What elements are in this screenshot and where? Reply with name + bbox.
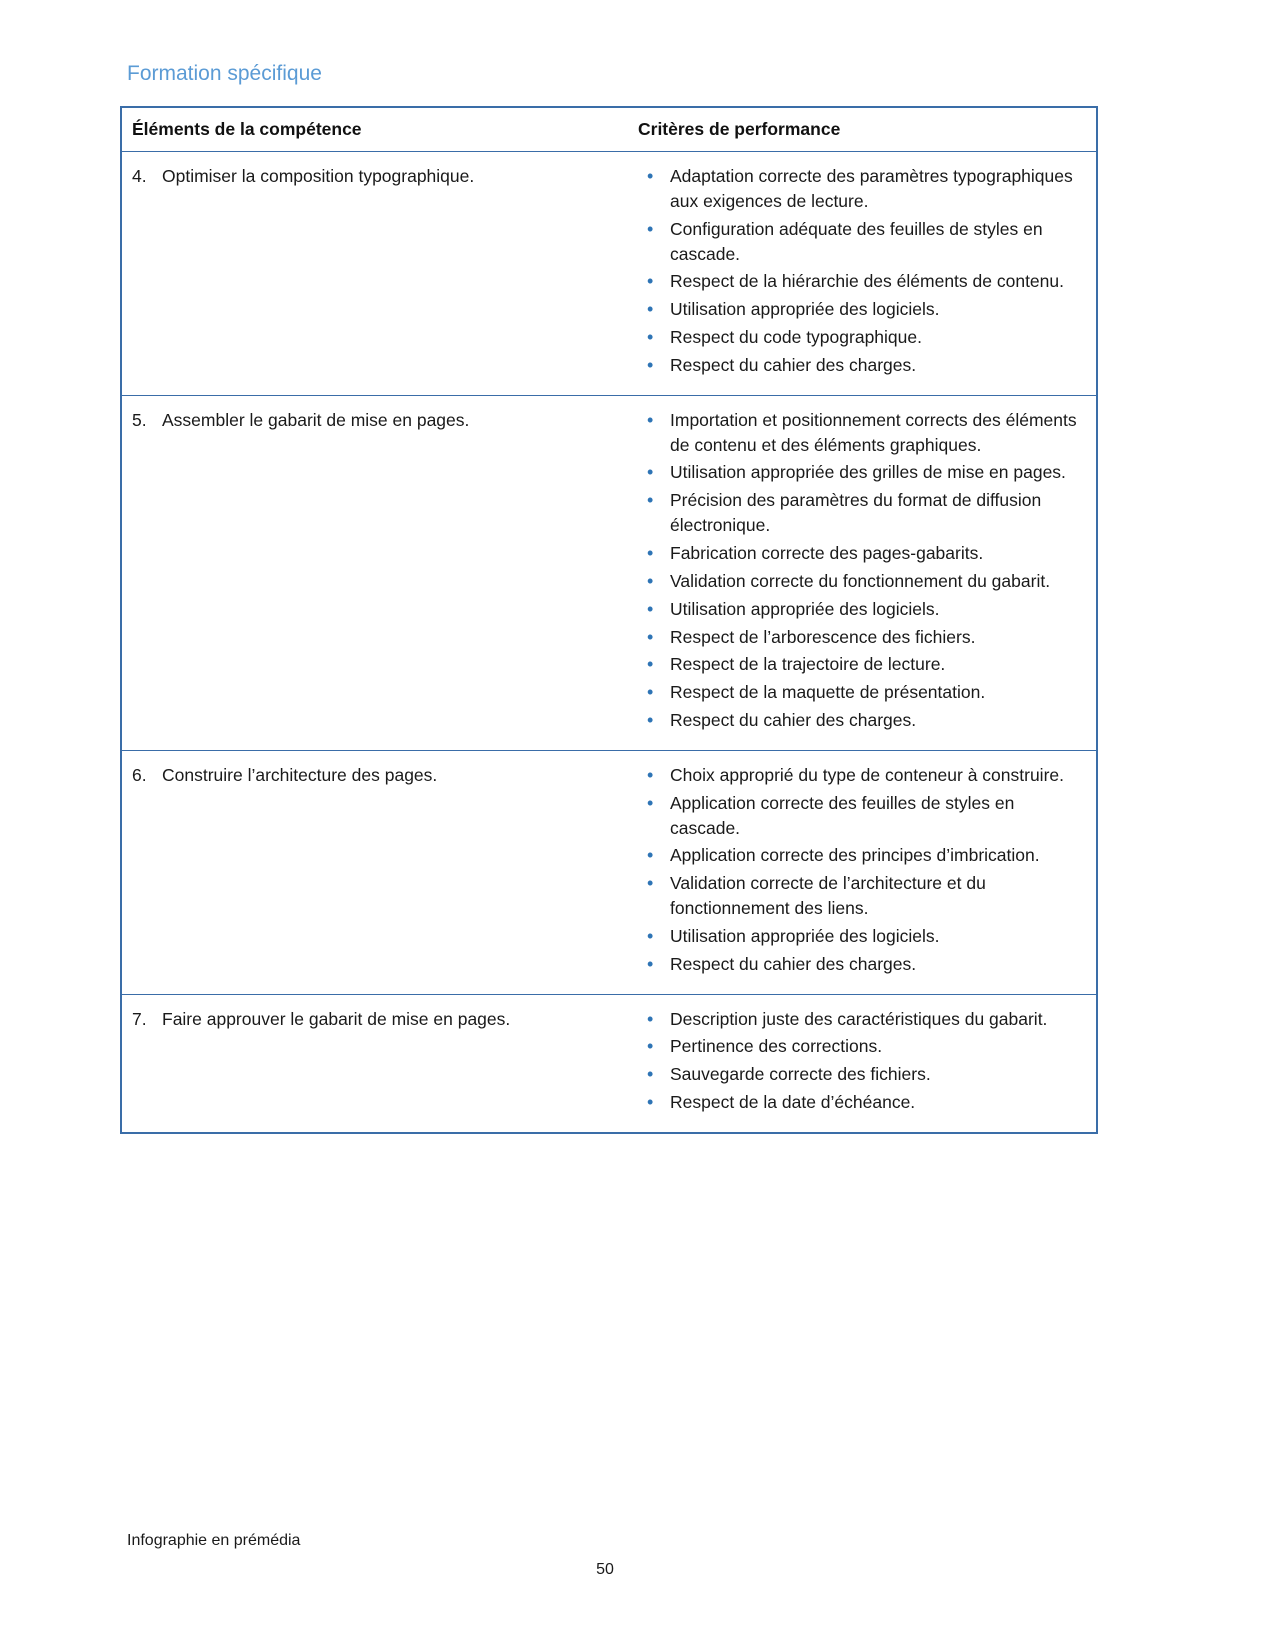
criteria-item: • Importation et positionnement corrects des éléments de contenu et des éléments graphiques. [638, 408, 1088, 458]
criteria-item: • Configuration adéquate des feuilles de styles en cascade. [638, 217, 1088, 267]
criteria-item: • Respect du cahier des charges. [638, 353, 1088, 378]
criteria-item: • Application correcte des principes d’imbrication. [638, 843, 1088, 868]
criteria-item: • Pertinence des corrections. [638, 1034, 1088, 1059]
element-label: Assembler le gabarit de mise en pages. [162, 409, 470, 430]
criteria-list [638, 763, 1088, 977]
element-number: 6. [132, 764, 147, 785]
element-label: Optimiser la composition typographique. [162, 166, 475, 186]
criteria-item: • Application correcte des feuilles de styles en cascade. [638, 791, 1088, 841]
table-header [121, 107, 1097, 152]
criteria-item: • Respect de la maquette de présentation. [638, 680, 1088, 705]
criteria-item: • Description juste des caractéristiques du gabarit. [638, 1007, 1088, 1032]
criteria-item: • Utilisation appropriée des grilles de mise en pages. [638, 460, 1088, 485]
criteria-item: • Validation correcte du fonctionnement du gabarit. [638, 569, 1088, 594]
criteria-item: • Respect du cahier des charges. [638, 708, 1088, 733]
criteria-cell [628, 152, 1097, 396]
header-elements: Éléments de la compétence [121, 107, 628, 152]
criteria-item: • Choix approprié du type de conteneur à construire. [638, 763, 1088, 788]
criteria-item: • Fabrication correcte des pages-gabarits. [638, 541, 1088, 566]
table-row [121, 152, 1097, 396]
element-cell [121, 750, 628, 994]
element-cell [121, 395, 628, 750]
table-row [121, 994, 1097, 1133]
criteria-item: • Utilisation appropriée des logiciels. [638, 297, 1088, 322]
criteria-item: • Validation correcte de l’architecture et du fonctionnement des liens. [638, 871, 1088, 921]
criteria-item: • Précision des paramètres du format de diffusion électronique. [638, 488, 1088, 538]
table-body [121, 152, 1097, 1134]
table-row [121, 750, 1097, 994]
criteria-list [638, 164, 1088, 378]
table-row [121, 395, 1097, 750]
section-title: Formation spécifique [127, 62, 322, 85]
element-cell [121, 994, 628, 1133]
element-number: 5. [132, 409, 147, 430]
element-cell [121, 152, 628, 396]
competence-table [120, 106, 1098, 1134]
criteria-cell [628, 994, 1097, 1133]
criteria-item: • Adaptation correcte des paramètres typographiques aux exigences de lecture. [638, 164, 1088, 214]
element-number: 7. [132, 1008, 147, 1029]
criteria-cell [628, 750, 1097, 994]
criteria-cell [628, 395, 1097, 750]
criteria-item: • Utilisation appropriée des logiciels. [638, 924, 1088, 949]
page-number: 50 [596, 1561, 614, 1578]
element-number: 4. [132, 166, 147, 186]
criteria-item: • Respect de la hiérarchie des éléments de contenu. [638, 269, 1088, 294]
criteria-item: • Sauvegarde correcte des fichiers. [638, 1062, 1088, 1087]
header-row [121, 107, 1097, 152]
element-label: Faire approuver le gabarit de mise en pages. [162, 1008, 511, 1029]
criteria-item: • Respect du cahier des charges. [638, 952, 1088, 977]
criteria-item: • Respect du code typographique. [638, 325, 1088, 350]
footer-document-title: Infographie en prémédia [127, 1532, 301, 1549]
criteria-item: • Respect de l’arborescence des fichiers. [638, 625, 1088, 650]
criteria-item: • Respect de la trajectoire de lecture. [638, 652, 1088, 677]
header-criteres: Critères de performance [628, 107, 1097, 152]
criteria-list [638, 1007, 1088, 1115]
element-label: Construire l’architecture des pages. [162, 764, 438, 785]
criteria-list [638, 408, 1088, 733]
criteria-item: • Respect de la date d’échéance. [638, 1090, 1088, 1115]
criteria-item: • Utilisation appropriée des logiciels. [638, 597, 1088, 622]
